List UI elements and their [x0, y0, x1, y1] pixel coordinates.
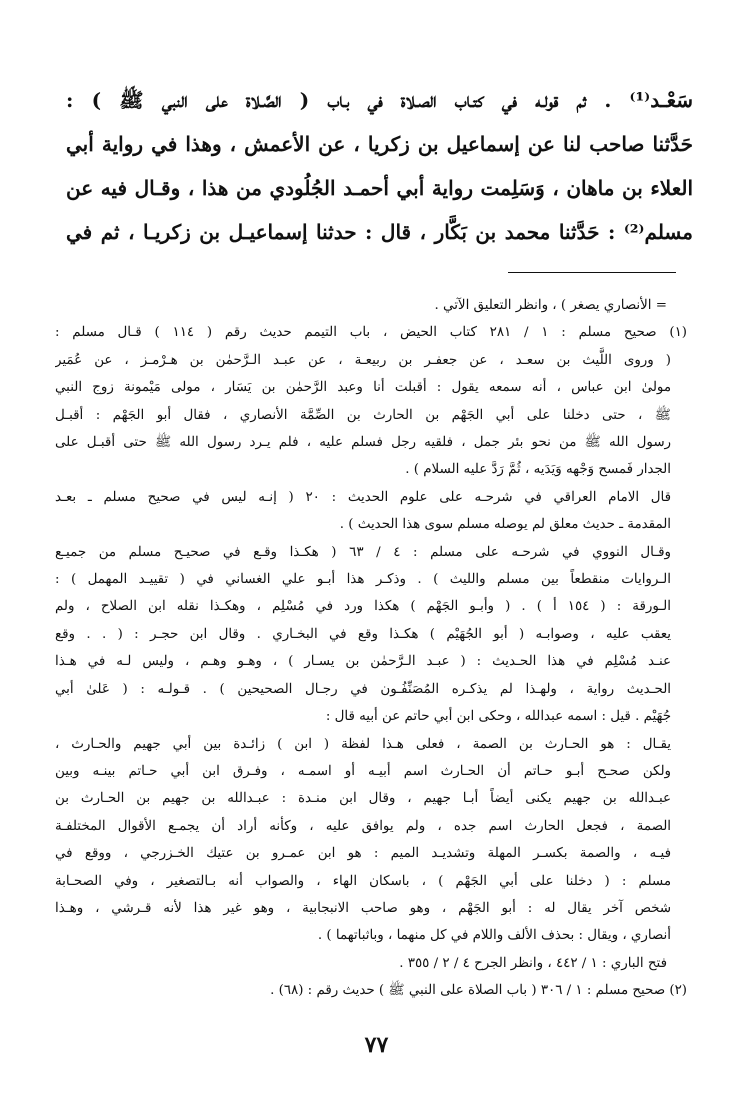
- footnote-line: رسول الله ﷺ من نحو بئر جمل ، فلقيه رجل فسلم عليه ، فلم يـرد رسول الله ﷺ حتى أقبـل على: [55, 435, 671, 451]
- footnote-line: قال الامام العراقي في شرحـه على علوم الحديث : ٢٠ ( إنـه ليس في صحيح مسلم ـ بعـد: [55, 489, 671, 505]
- footnote-line: عبـدالله بن جهيم يكنى أيضاً أبـا جهيم ، وقال ابن منـدة : عبـدالله بن جهيم بن الحـارث بن: [55, 791, 671, 807]
- footnote-line: عنـد مُسْلِم في هذا الحـديث : ( عبـد الـرَّحمٰن بن يسـار ) ، وهـو وهـم ، وليس لـه في هـذا: [55, 654, 671, 670]
- footnote-line: الصمة ، فجعل الحارث اسم جده ، ولم يوافق عليه ، وكأنه أراد أن يجمـع الأقوال المختلفـة: [55, 818, 671, 834]
- main-line: العلاء بن ماهان ، وَسَلِمت رواية أبي أحمـد الجُلُودي من هذا ، وقـال فيه عن: [66, 176, 693, 200]
- footnote-line: يعقب عليه ، وصوابـه ( أبو الجُهَيْم ) هكـذا وقع في البخـاري . وقال ابن حجـر : ( . . وقع: [55, 626, 671, 642]
- footnote-line: شخص آخر يقال له : أبو الجَهْم ، وهو صاحب الانبجابية ، وهو غير هذا لأنه قـرشي ، وهـذا: [55, 900, 671, 916]
- footnote-separator: [508, 272, 676, 273]
- footnote-line: الجدار فَمسح وَجْهه وَيَدَيه ، ثُمَّ رَدَّ عليه السلام ) .: [405, 462, 671, 478]
- page-number: ٧٧: [364, 1032, 389, 1058]
- footnote-line: جُهَيْم . قيل : اسمه عبدالله ، وحكى ابن أبي حاتم عن أبيه قال :: [325, 709, 671, 725]
- footnote-line: مسلم : ( دخلنا على أبي الجَهْم ) ، باسكان الهاء ، والصواب أنه بـالتصغير ، وفي الصحـابة: [55, 873, 671, 889]
- footnotes: [55, 292, 687, 1005]
- footnote-line: ( وروى اللَّيث بن سعـد ، عن جعفـر بن ربيعـة ، عن عبـد الـرَّحمٰن بن هـرْمـز ، عن عُمَير: [55, 352, 671, 368]
- footnote-line: المقدمة ـ حديث معلق لم يوصله مسلم سوى هذا الحديث ) .: [339, 517, 671, 533]
- footnote-line: (١) صحيح مسلم : ١ / ٢٨١ كتاب الحيض ، باب التيمم حديث رقم ( ١١٤ ) قـال مسلم :: [55, 325, 687, 341]
- footnote-line: الـروايات منقطعاً بين مسلم والليث ) . وذكـر هذا أبـو علي الغساني في ( تقييـد المهمل ) :: [55, 572, 671, 588]
- footnote-line: (٢) صحيح مسلم : ١ / ٣٠٦ ( باب الصلاة على النبي ﷺ ) حديث رقم : (٦٨) .: [270, 983, 687, 999]
- footnote-line: = الأنصاري يصغر ) ، وانظر التعليق الآتي .: [434, 298, 667, 313]
- footnote-line: الـورقة : ( ١٥٤ أ ) . ( وأبـو الجَهْم ) هكذا ورد في مُسْلِم ، وهكـذا نقله ابن الصلاح ، ولم: [55, 599, 671, 615]
- main-line: سَعْـد⁽¹⁾ . ثم قولـه في كتـاب الصـلاة في بـاب ( الصَّـلاة على النبي ﷺ ) :: [66, 88, 693, 112]
- footnote-line: ﷺ ، حتى دخلنا على أبي الجَهْم بن الحارث بن الصِّمَّة الأنصاري ، فقال أبو الجَهْم : أقبـل: [55, 407, 671, 423]
- footnote-line: يقـال : هو الحـارث بن الصمة ، فعلى هـذا لفظة ( ابن ) زائـدة بين أبي جهيم والحـارث ،: [55, 736, 671, 752]
- footnote-line: فتح الباري : ١ / ٤٤٢ ، وانظر الجرح ٤ / ٢ / ٣٥٥ .: [399, 955, 667, 971]
- footnote-line: مولىٰ ابن عباس ، أنه سمعه يقول : أقبلت أنا وعبد الرَّحمٰن بن يَسَار ، مولى مَيْمونة زوج النبي: [55, 380, 671, 396]
- footnote-line: الحـديث رواية ، ولهـذا لم يذكـره المُصَنِّفُـون في رجـال الصحيحين ) . قـولـه : ( عَلىٰ أبي: [55, 681, 671, 697]
- footnote-line: فيـه ، والصمة بكسـر المهلة وتشديـد الميم : هو ابن عمـرو بن عتيك الخـزرجي ، ووقع في: [55, 846, 671, 862]
- footnote-line: أنصاري ، ويقال : بحذف الألف واللام في كل منهما ، وباثباتهما ) .: [317, 928, 671, 944]
- main-text: [66, 78, 693, 254]
- main-line: مسلم⁽²⁾ : حَدَّثنا محمد بن بَكَّار ، قال : حدثنا إسماعيـل بن زكريـا ، ثم في: [66, 220, 693, 244]
- main-line: حَدَّثنا صاحب لنا عن إسماعيل بن زكريا ، عن الأعمش ، وهذا في رواية أبي: [66, 132, 693, 156]
- footnote-line: ولكن صحـح أبـو حـاتم أن الحـارث اسم أبيـه أو اسمـه ، وفـرق ابن أبي حـاتم بينـه وبين: [55, 763, 671, 779]
- footnote-line: وقـال النووي في شرحـه على مسلم : ٤ / ٦٣ ( هكـذا وقـع في صحيـح مسلم من جميـع: [55, 544, 671, 560]
